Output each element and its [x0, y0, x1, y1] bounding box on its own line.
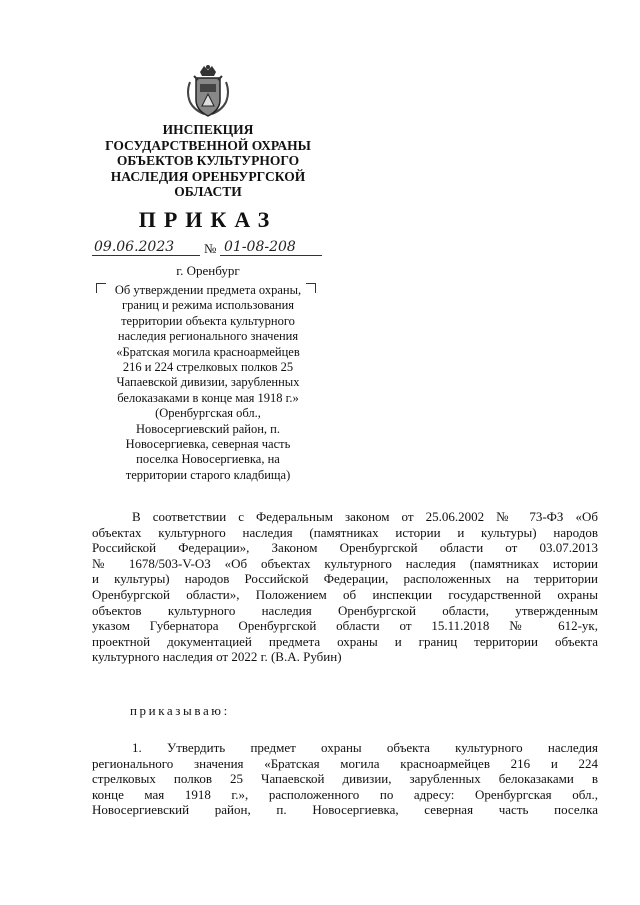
subject-line: границ и режима использования — [121, 298, 295, 313]
subject-line: Об утверждении предмета охраны, — [114, 283, 302, 297]
subject-line: (Оренбургская обл., — [155, 406, 261, 421]
organization-name — [88, 122, 328, 200]
coat-of-arms-emblem — [184, 62, 232, 120]
item-line: 1. Утвердить предмет охраны объекта культурного наследия — [132, 740, 598, 755]
preamble-line: Оренбургской области», Положением об инспекции государственной охраны — [92, 586, 598, 602]
preamble-line: объектов культурного наследия Оренбургской области, утвержденным — [92, 602, 598, 618]
preamble-line: культурного наследия от 2022 г. (В.А. Рубин) — [92, 649, 342, 665]
subject-line: территории старого кладбища) — [125, 467, 291, 482]
city: г. Оренбург — [176, 263, 240, 278]
preamble-line: проектной документацией предмета охраны и границ территории объекта — [92, 633, 598, 649]
preamble-paragraph — [92, 509, 598, 665]
subject-line: «Братская могила красноармейцев — [116, 344, 300, 359]
order-word: приказываю: — [130, 703, 230, 718]
document-type-title: ПРИКАЗ — [138, 207, 278, 232]
preamble-line: и культуры) народов Российской Федерации, расположенных на территории — [92, 571, 598, 587]
document-date: 09.06.2023 — [94, 239, 175, 255]
org-line: ОБЛАСТИ — [174, 184, 242, 199]
subject-line: территории объекта культурного — [121, 313, 295, 328]
date-underline — [92, 255, 200, 256]
preamble-line: В соответствии с Федеральным законом от 25.06.2002 № 73-ФЗ «Об — [132, 509, 598, 524]
org-line: ГОСУДАРСТВЕННОЙ ОХРАНЫ — [105, 137, 311, 153]
preamble-line: Российской Федерации», Законом Оренбургской области от 03.07.2013 — [92, 540, 598, 556]
item-line: конце мая 1918 г.», расположенного по адресу: Оренбургская обл., — [92, 786, 598, 802]
item-line: Новосергиевский район, п. Новосергиевка, северная часть поселка — [92, 802, 598, 818]
subject-line: Новосергиевка, северная часть — [125, 437, 291, 452]
item-line: стрелковых полков 25 Чапаевской дивизии, зарубленных белоказаками в — [92, 771, 598, 787]
subject-line: 216 и 224 стрелковых полков 25 — [122, 360, 294, 375]
document-number: 01-08-208 — [224, 239, 296, 255]
number-underline — [220, 255, 322, 256]
date-number-line — [92, 239, 324, 261]
item-1-paragraph — [92, 740, 598, 818]
org-line: НАСЛЕДИЯ ОРЕНБУРГСКОЙ — [110, 168, 306, 184]
subject-line: Чапаевской дивизии, зарубленных — [116, 375, 300, 390]
number-label: № — [204, 241, 217, 256]
preamble-line: объектах культурного наследия (памятниках истории и культуры) народов — [92, 524, 598, 540]
subject-line: белоказаками в конце мая 1918 г.» — [117, 390, 299, 405]
preamble-line: указом Губернатора Оренбургской области от 15.11.2018 № 612-ук, — [92, 618, 598, 634]
subject-line: наследия регионального значения — [117, 329, 299, 344]
preamble-line: № 1678/503-V-ОЗ «Об объектах культурного наследия (памятниках истории — [92, 555, 598, 571]
item-line: регионального значения «Братская могила красноармейцев 216 и 224 — [92, 755, 598, 771]
subject-line: поселка Новосергиевка, на — [136, 452, 280, 467]
org-line: ОБЪЕКТОВ КУЛЬТУРНОГО — [116, 153, 300, 168]
document-subject — [100, 283, 316, 483]
org-line: ИНСПЕКЦИЯ — [162, 122, 254, 137]
subject-line: Новосергиевский район, п. — [136, 421, 280, 436]
